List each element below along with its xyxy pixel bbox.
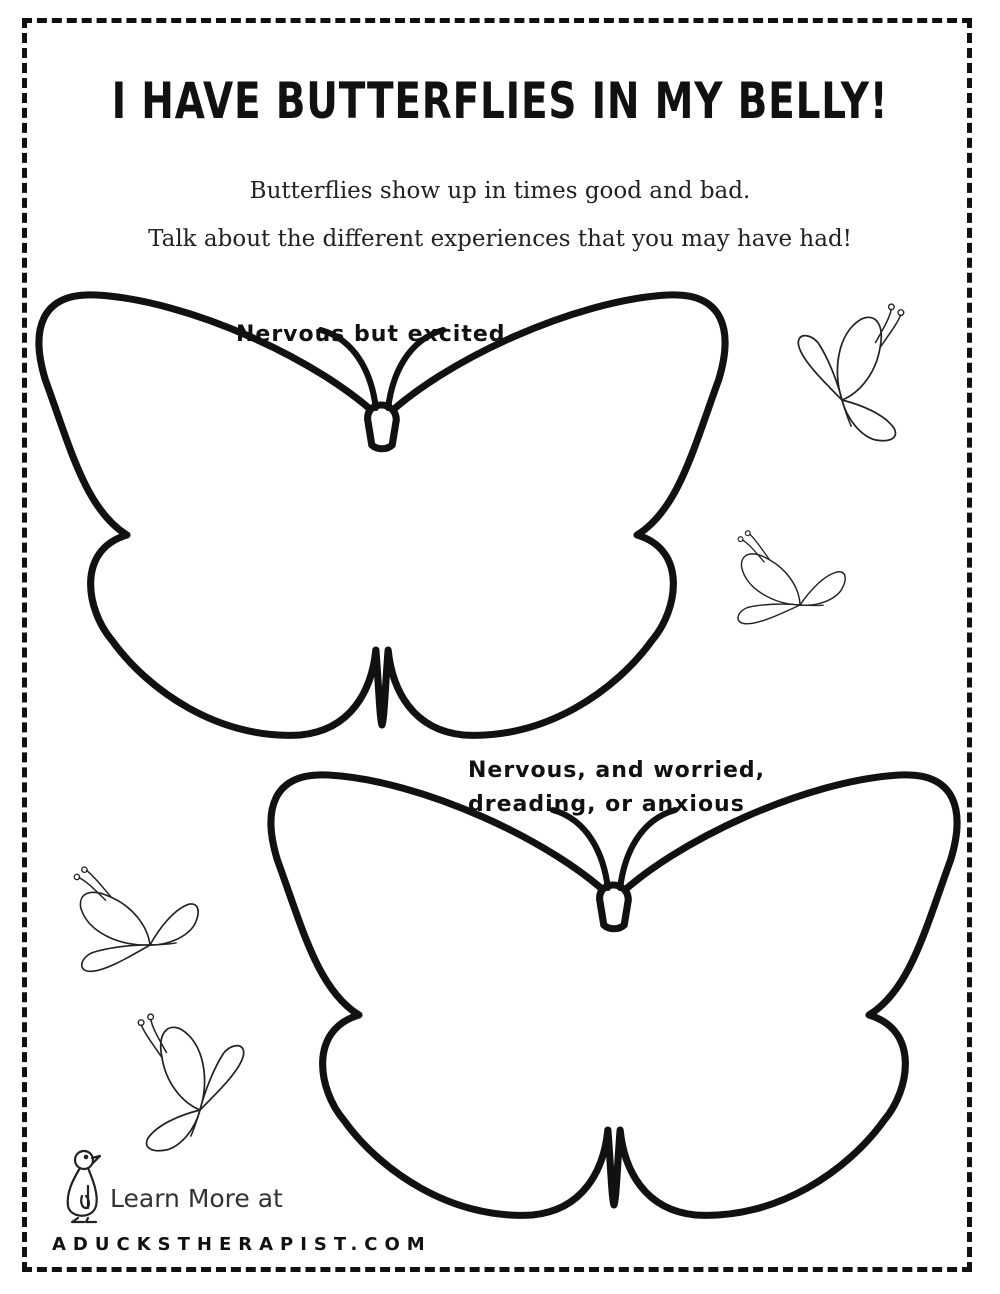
subtitle-line-1: Butterflies show up in times good and bad.: [249, 178, 751, 204]
small-butterfly-mid-right: [711, 529, 850, 652]
small-butterfly-left-lower: [138, 1014, 243, 1151]
small-butterfly-top-right: [798, 304, 903, 441]
worksheet-title: I HAVE BUTTERFLIES IN MY BELLY!: [111, 72, 889, 130]
label-bottom-line-1: Nervous, and worried,: [468, 758, 766, 783]
small-butterfly-left-upper: [51, 865, 202, 995]
subtitle-line-2: Talk about the different experiences that you may have had!: [148, 226, 852, 252]
label-bottom-line-2: dreading, or anxious: [468, 792, 745, 817]
label-nervous-and-worried: [468, 754, 765, 822]
butterfly-bottom: [271, 775, 957, 1216]
label-nervous-but-excited: Nervous but excited: [236, 322, 506, 347]
duck-logo-icon: [68, 1151, 100, 1222]
website-link[interactable]: ADUCKSTHERAPIST.COM: [52, 1234, 432, 1255]
learn-more-text: Learn More at: [110, 1184, 283, 1213]
butterfly-top: [39, 295, 725, 736]
